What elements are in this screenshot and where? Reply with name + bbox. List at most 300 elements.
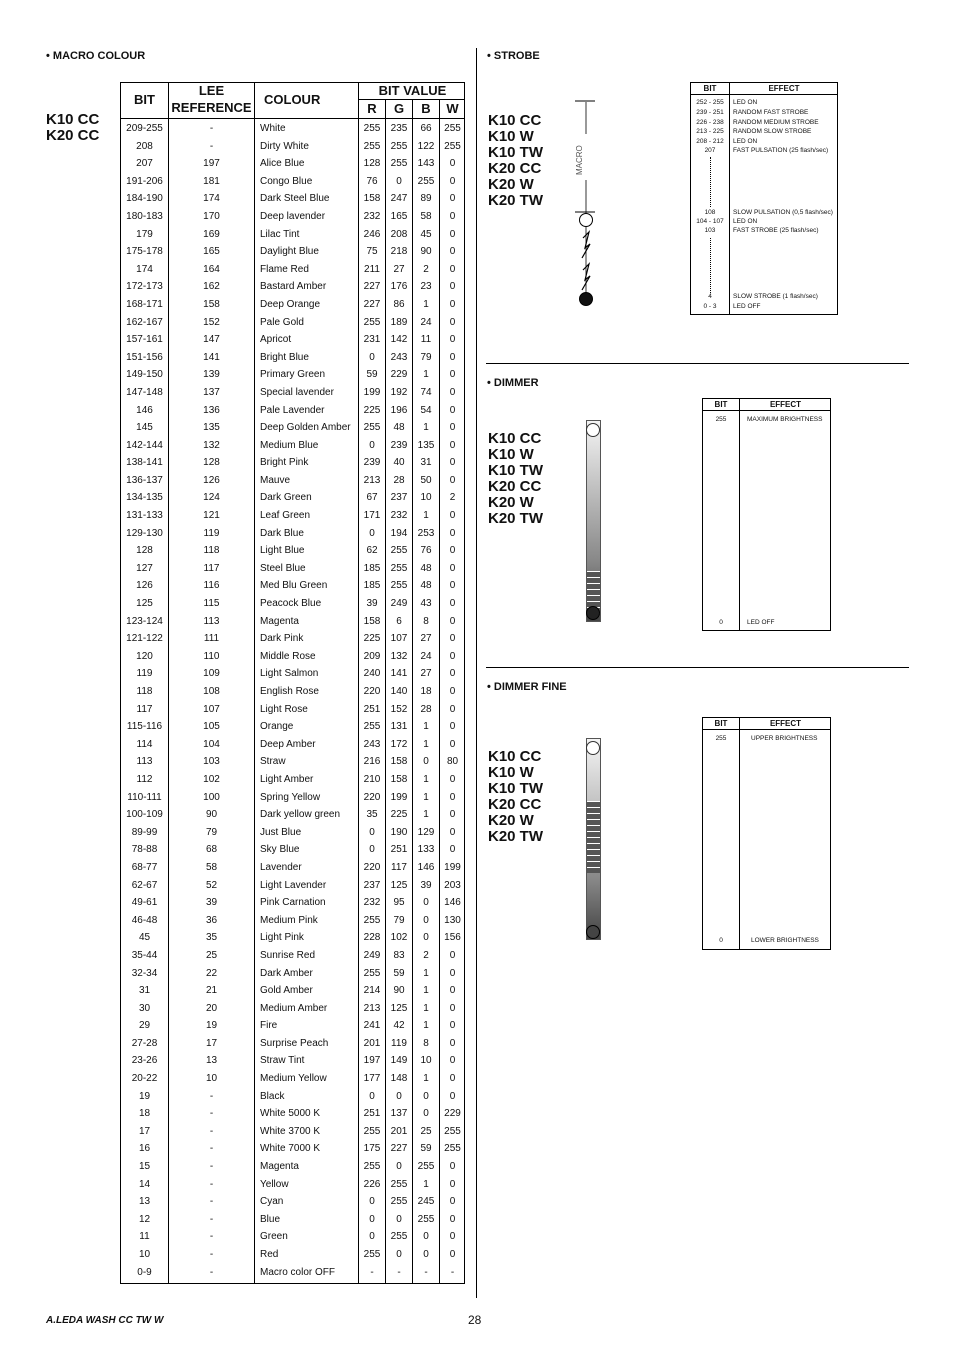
lee-cell: 158 <box>203 298 220 310</box>
w-cell: 0 <box>449 1213 456 1225</box>
b-cell: 43 <box>420 598 432 610</box>
b-cell: 76 <box>420 545 432 557</box>
r-cell: 76 <box>366 175 378 187</box>
g-cell: 255 <box>390 1231 408 1243</box>
r-cell: 231 <box>363 334 381 346</box>
header-lee-reference: REFERENCE <box>171 100 252 115</box>
lee-cell: - <box>209 140 214 152</box>
w-cell: 0 <box>449 1037 456 1049</box>
macro-colour-table <box>120 82 465 1284</box>
section-divider <box>486 363 909 364</box>
w-cell: 0 <box>449 193 456 205</box>
g-cell: 0 <box>396 1090 402 1102</box>
w-cell: 2 <box>449 492 456 504</box>
colour-cell: Black <box>260 1090 285 1102</box>
colour-cell: Red <box>260 1249 279 1260</box>
r-cell: 185 <box>363 562 381 574</box>
dimmer-models <box>488 431 543 527</box>
g-cell: 125 <box>390 879 408 891</box>
w-cell: 0 <box>449 210 456 222</box>
table-row <box>121 278 464 296</box>
bit-cell: 175-178 <box>126 246 163 258</box>
w-cell: - <box>450 1266 455 1278</box>
table-row <box>121 542 464 560</box>
model-label: K10 CC <box>46 111 100 128</box>
model-label: K10 W <box>488 446 534 463</box>
model-label: K10 CC <box>488 748 542 765</box>
w-cell: 0 <box>449 1020 456 1032</box>
g-cell: 86 <box>393 298 405 310</box>
dimmer-bottom-bit: 0 <box>719 619 723 626</box>
r-cell: 39 <box>366 598 378 610</box>
w-cell: 0 <box>449 580 456 592</box>
r-cell: 213 <box>363 474 381 486</box>
bit-cell: 136-137 <box>126 474 163 486</box>
b-cell: 74 <box>420 386 432 398</box>
page-number: 28 <box>468 1313 482 1327</box>
header-r: R <box>367 101 377 116</box>
b-cell: 1 <box>423 1002 429 1014</box>
colour-cell: Spring Yellow <box>260 791 321 803</box>
w-cell: 0 <box>449 1090 456 1102</box>
lee-cell: 58 <box>205 861 218 873</box>
w-cell: 0 <box>449 263 456 275</box>
bit-cell: 35-44 <box>131 949 158 961</box>
w-cell: 0 <box>449 967 456 979</box>
fader-top-knob <box>586 741 600 755</box>
table-row <box>121 965 464 983</box>
colour-cell: Medium Pink <box>260 914 318 926</box>
table-row <box>121 894 464 912</box>
w-cell: 255 <box>444 123 461 134</box>
strobe-bit-cell: 103 <box>704 227 716 234</box>
b-cell: 79 <box>420 351 432 363</box>
lee-cell: 17 <box>205 1037 218 1049</box>
w-cell: 0 <box>449 1055 456 1067</box>
fader-bottom-knob <box>586 925 600 939</box>
model-label: K20 W <box>488 494 534 511</box>
b-cell: 54 <box>420 404 432 416</box>
bit-cell: 0-9 <box>137 1266 152 1278</box>
b-cell: 1 <box>423 422 429 434</box>
g-cell: 83 <box>393 949 405 961</box>
g-cell: 40 <box>393 457 405 469</box>
w-cell: 0 <box>449 633 456 645</box>
strobe-effect-cell: FAST PULSATION (25 flash/sec) <box>733 147 829 154</box>
bit-cell: 147-148 <box>126 386 163 398</box>
bit-cell: 209-255 <box>126 123 163 134</box>
g-cell: 196 <box>390 404 408 416</box>
model-label: K20 TW <box>488 192 544 209</box>
macro-colour-models <box>46 112 99 144</box>
r-cell: 255 <box>363 721 381 733</box>
table-row <box>121 525 464 543</box>
w-cell: 0 <box>449 1231 456 1243</box>
b-cell: 0 <box>423 897 429 909</box>
r-cell: 251 <box>363 703 381 715</box>
model-label: K10 TW <box>488 780 544 797</box>
r-cell: 255 <box>363 140 381 152</box>
r-cell: 0 <box>369 1213 375 1225</box>
r-cell: 158 <box>363 193 381 205</box>
strobe-effect-cell: SLOW STROBE (1 flash/sec) <box>733 293 818 300</box>
bit-cell: 157-161 <box>126 334 163 346</box>
table-row <box>121 384 464 402</box>
r-cell: 35 <box>366 809 378 821</box>
bit-cell: 191-206 <box>126 175 163 187</box>
bit-cell: 131-133 <box>126 510 163 522</box>
table-row <box>121 1035 464 1053</box>
colour-cell: Yellow <box>260 1178 289 1190</box>
r-cell: 255 <box>363 967 381 979</box>
g-cell: 255 <box>390 545 408 557</box>
w-cell: 0 <box>449 404 456 416</box>
r-cell: 0 <box>369 1231 375 1243</box>
table-vline <box>739 399 740 630</box>
lee-cell: 103 <box>203 756 220 768</box>
lee-cell: 117 <box>203 562 220 574</box>
g-cell: 132 <box>390 650 408 662</box>
lee-cell: 147 <box>203 334 220 346</box>
b-cell: 253 <box>417 527 435 539</box>
bit-cell: 19 <box>138 1090 151 1102</box>
table-row <box>121 120 464 138</box>
w-cell: 255 <box>444 1143 461 1155</box>
w-cell: 80 <box>446 756 459 768</box>
colour-cell: Light Pink <box>260 932 304 944</box>
colour-cell: Congo Blue <box>260 175 313 187</box>
w-cell: 255 <box>444 140 461 152</box>
colour-cell: Dark Steel Blue <box>260 193 330 205</box>
w-cell: 0 <box>449 773 456 785</box>
lee-cell: 108 <box>203 686 220 697</box>
table-row <box>121 1140 464 1158</box>
b-cell: 0 <box>423 1249 429 1260</box>
colour-cell: Dark Pink <box>260 633 304 645</box>
r-cell: 175 <box>363 1143 381 1155</box>
r-cell: 158 <box>363 615 381 627</box>
w-cell: 203 <box>444 879 461 891</box>
table-row <box>121 630 464 648</box>
r-cell: 240 <box>363 668 381 680</box>
dimmer-fader-graphic <box>586 420 601 622</box>
dimmer-title: • DIMMER <box>487 377 539 389</box>
lee-cell: - <box>209 1125 214 1137</box>
column-divider <box>476 48 477 1298</box>
lee-cell: 25 <box>205 949 218 961</box>
bit-cell: 207 <box>136 158 153 170</box>
r-cell: 225 <box>363 404 381 416</box>
r-cell: 255 <box>363 1125 381 1137</box>
b-cell: 0 <box>423 1231 429 1243</box>
bit-cell: 29 <box>138 1020 151 1032</box>
bit-cell: 162-167 <box>126 316 163 328</box>
lee-cell: 128 <box>203 457 220 469</box>
g-cell: 237 <box>390 492 408 504</box>
dimmer-fine-models <box>488 749 543 845</box>
bit-cell: 129-130 <box>126 527 163 539</box>
table-hline <box>358 99 464 100</box>
lee-cell: - <box>209 1231 214 1243</box>
r-cell: 197 <box>363 1055 381 1067</box>
colour-cell: Middle Rose <box>260 650 316 662</box>
table-row <box>121 683 464 701</box>
bit-cell: 115-116 <box>126 721 163 733</box>
model-label: K10 TW <box>488 462 544 479</box>
table-row <box>121 349 464 367</box>
table-row <box>121 1000 464 1018</box>
lee-cell: 22 <box>205 967 218 979</box>
lee-cell: 13 <box>205 1055 218 1067</box>
b-cell: 31 <box>420 457 432 469</box>
colour-cell: Lavender <box>260 861 302 873</box>
r-cell: 239 <box>363 457 381 469</box>
w-cell: 0 <box>449 422 456 434</box>
colour-cell: Fire <box>260 1020 278 1032</box>
g-cell: 59 <box>393 967 405 979</box>
colour-cell: Deep lavender <box>260 210 326 222</box>
table-row <box>121 577 464 595</box>
g-cell: 142 <box>390 334 408 346</box>
r-cell: 232 <box>363 897 381 909</box>
w-cell: 0 <box>449 703 456 715</box>
lee-cell: - <box>209 1161 214 1173</box>
colour-cell: Pink Carnation <box>260 897 326 909</box>
g-cell: 255 <box>390 562 408 574</box>
b-cell: 255 <box>417 1161 435 1173</box>
g-cell: 140 <box>390 686 408 697</box>
b-cell: 66 <box>420 123 432 134</box>
colour-cell: Primary Green <box>260 369 326 381</box>
lee-cell: - <box>209 123 214 134</box>
lee-cell: 137 <box>203 386 220 398</box>
table-row <box>121 1158 464 1176</box>
bit-cell: 12 <box>138 1213 151 1225</box>
w-cell: 0 <box>449 1249 456 1260</box>
colour-cell: Magenta <box>260 615 299 627</box>
strobe-effect-cell: LED ON <box>733 218 758 225</box>
r-cell: 228 <box>363 932 381 944</box>
b-cell: 11 <box>420 334 432 346</box>
r-cell: - <box>370 1266 374 1278</box>
g-cell: 255 <box>390 158 408 170</box>
colour-cell: Light Lavender <box>260 879 327 891</box>
g-cell: 194 <box>390 527 408 539</box>
lee-cell: 132 <box>203 439 220 451</box>
bit-cell: 126 <box>136 580 153 592</box>
g-cell: 176 <box>390 281 408 293</box>
lee-cell: 115 <box>203 598 220 610</box>
b-cell: 59 <box>420 1143 432 1155</box>
colour-cell: Dark yellow green <box>260 809 341 821</box>
b-cell: 135 <box>417 439 435 451</box>
w-cell: 130 <box>444 914 461 926</box>
model-label: K10 W <box>488 128 534 145</box>
b-cell: 1 <box>423 298 429 310</box>
w-cell: 0 <box>449 949 456 961</box>
bit-cell: 121-122 <box>126 633 163 645</box>
header-b: B <box>421 101 431 116</box>
lee-cell: 10 <box>205 1073 218 1085</box>
table-hline <box>121 118 464 119</box>
table-row <box>121 437 464 455</box>
w-cell: 0 <box>449 1002 456 1014</box>
g-cell: 192 <box>390 386 408 398</box>
table-row <box>121 859 464 877</box>
w-cell: 0 <box>449 386 456 398</box>
g-cell: 247 <box>390 193 408 205</box>
g-cell: 6 <box>396 615 402 627</box>
r-cell: 75 <box>366 246 378 258</box>
table-row <box>121 1017 464 1035</box>
table-row <box>121 613 464 631</box>
b-cell: 1 <box>423 985 429 997</box>
r-cell: 227 <box>363 298 381 310</box>
bit-cell: 125 <box>136 598 153 610</box>
g-cell: 255 <box>390 1196 408 1208</box>
table-row <box>121 982 464 1000</box>
model-label: K10 W <box>488 764 534 781</box>
bit-cell: 142-144 <box>126 439 163 451</box>
colour-cell: Straw Tint <box>260 1055 305 1067</box>
bit-cell: 14 <box>138 1178 151 1190</box>
g-cell: 141 <box>390 668 408 680</box>
r-cell: 255 <box>363 1161 381 1173</box>
colour-cell: English Rose <box>260 686 319 697</box>
r-cell: 0 <box>369 1196 375 1208</box>
b-cell: 24 <box>420 316 432 328</box>
dimmer-fine-bottom-effect: LOWER BRIGHTNESS <box>751 937 819 944</box>
r-cell: 225 <box>363 633 381 645</box>
colour-cell: Deep Orange <box>260 298 321 310</box>
colour-cell: White <box>260 123 286 134</box>
strobe-bit-cell: 252 - 255 <box>696 99 724 106</box>
strobe-bit-cell: 208 - 212 <box>696 138 724 145</box>
macro-colour-title: • MACRO COLOUR <box>46 50 146 62</box>
g-cell: 102 <box>390 932 408 944</box>
lee-cell: 90 <box>205 809 218 821</box>
g-cell: 239 <box>390 439 408 451</box>
b-cell: 90 <box>420 246 432 258</box>
bit-cell: 119 <box>136 668 153 680</box>
colour-cell: Medium Yellow <box>260 1073 327 1085</box>
colour-cell: Med Blu Green <box>260 580 328 592</box>
colour-cell: Macro color OFF <box>260 1266 336 1278</box>
colour-cell: White 5000 K <box>260 1108 321 1120</box>
colour-cell: White 7000 K <box>260 1143 321 1155</box>
w-cell: 0 <box>449 668 456 680</box>
b-cell: 24 <box>420 650 432 662</box>
b-cell: 0 <box>423 1108 429 1120</box>
lee-cell: 165 <box>203 246 220 258</box>
b-cell: 2 <box>423 263 429 275</box>
lee-cell: 126 <box>203 474 220 486</box>
r-cell: 0 <box>369 1090 375 1102</box>
g-cell: 90 <box>393 985 405 997</box>
lee-cell: 102 <box>203 773 220 785</box>
table-row <box>121 806 464 824</box>
r-cell: 213 <box>363 1002 381 1014</box>
g-cell: 0 <box>396 175 402 187</box>
b-cell: 1 <box>423 369 429 381</box>
lee-cell: 197 <box>203 158 220 170</box>
bit-cell: 127 <box>136 562 153 574</box>
colour-cell: Pale Lavender <box>260 404 325 416</box>
model-label: K20 CC <box>488 160 542 177</box>
lee-cell: 19 <box>205 1020 218 1032</box>
colour-cell: Magenta <box>260 1161 299 1173</box>
b-cell: 89 <box>420 193 432 205</box>
header-colour: COLOUR <box>264 92 321 107</box>
table-row <box>121 1211 464 1229</box>
colour-cell: Bastard Amber <box>260 281 327 293</box>
b-cell: 1 <box>423 721 429 733</box>
w-cell: 0 <box>449 562 456 574</box>
section-divider <box>486 667 909 668</box>
bit-cell: 18 <box>138 1108 151 1120</box>
bit-cell: 134-135 <box>126 492 163 504</box>
fader-ticks <box>587 801 600 873</box>
range-dotline <box>710 238 711 293</box>
lee-cell: 116 <box>203 580 220 592</box>
bit-cell: 31 <box>138 985 151 997</box>
dimmer-fine-header-bit: BIT <box>714 719 728 728</box>
g-cell: 255 <box>390 1178 408 1190</box>
colour-cell: Special lavender <box>260 386 334 398</box>
table-row <box>121 419 464 437</box>
lee-cell: 20 <box>205 1002 218 1014</box>
colour-cell: Steel Blue <box>260 562 306 574</box>
g-cell: 0 <box>396 1161 402 1173</box>
table-row <box>121 261 464 279</box>
bit-cell: 89-99 <box>131 826 158 838</box>
strobe-bit-cell: 108 <box>704 209 716 216</box>
r-cell: 210 <box>363 773 381 785</box>
b-cell: 23 <box>420 281 432 293</box>
lee-cell: 52 <box>205 879 218 891</box>
bit-cell: 179 <box>136 228 153 240</box>
r-cell: 0 <box>369 844 375 856</box>
b-cell: 10 <box>420 492 432 504</box>
table-row <box>121 296 464 314</box>
table-row <box>121 718 464 736</box>
w-cell: 0 <box>449 457 456 469</box>
table-row <box>121 454 464 472</box>
colour-cell: White 3700 K <box>260 1125 321 1137</box>
dimmer-effect-table <box>702 398 831 631</box>
b-cell: 2 <box>423 949 429 961</box>
g-cell: 225 <box>390 809 408 821</box>
lee-cell: 35 <box>205 932 218 944</box>
table-row <box>121 789 464 807</box>
colour-cell: Light Amber <box>260 773 314 785</box>
g-cell: 172 <box>390 738 408 750</box>
colour-cell: Green <box>260 1231 288 1243</box>
w-cell: 0 <box>449 615 456 627</box>
bit-cell: 117 <box>136 703 153 715</box>
dimmer-fine-top-effect: UPPER BRIGHTNESS <box>751 735 818 742</box>
g-cell: 131 <box>390 721 408 733</box>
strobe-effect-cell: SLOW PULSATION (0,5 flash/sec) <box>733 209 833 216</box>
colour-cell: Mauve <box>260 474 291 486</box>
r-cell: 255 <box>363 316 381 328</box>
bit-cell: 49-61 <box>131 897 158 909</box>
b-cell: 143 <box>417 158 435 170</box>
r-cell: 0 <box>369 527 375 539</box>
r-cell: 67 <box>366 492 378 504</box>
footer-product-name: A.LEDA WASH CC TW W <box>46 1315 164 1326</box>
strobe-effect-cell: LED OFF <box>733 303 761 310</box>
